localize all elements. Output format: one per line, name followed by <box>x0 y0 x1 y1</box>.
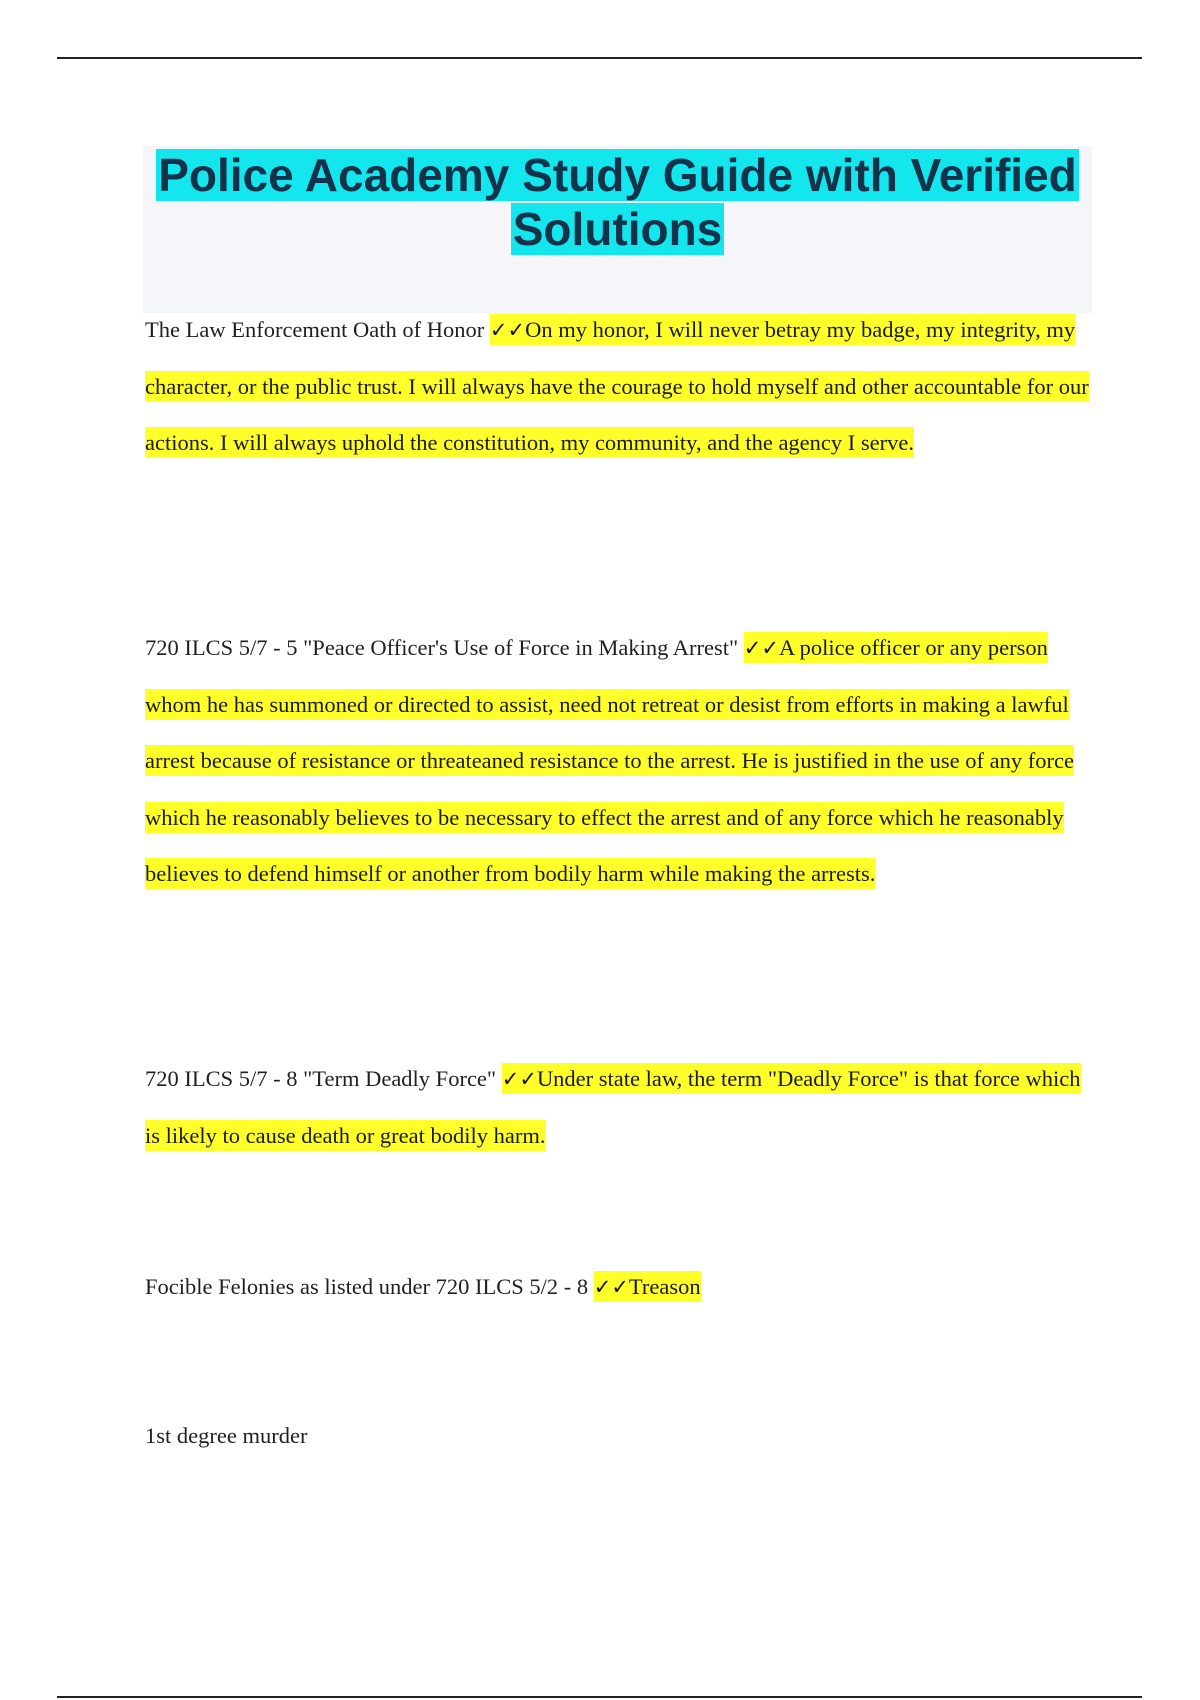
study-entry <box>145 302 1090 472</box>
study-entry <box>145 620 1090 903</box>
entry-answer-text: On my honor, I will never betray my badge, my integrity, my character, or the public trust. I will always have the courage to hold myself and other accountable for our actions. I will always uphold the constitution, my community, and the agency I serve. <box>145 317 1089 455</box>
entry-answer <box>145 632 1074 889</box>
double-check-icon: ✓✓ <box>593 1275 629 1299</box>
double-check-icon: ✓✓ <box>489 318 526 342</box>
entry-answer <box>594 1271 701 1302</box>
title-highlight: Police Academy Study Guide with Verified Solutions <box>158 149 1077 255</box>
list-continuation <box>145 1408 1090 1465</box>
entry-answer-text: Treason <box>628 1274 701 1299</box>
study-entry <box>145 1259 1090 1316</box>
continuation-text: 1st degree murder <box>145 1423 308 1448</box>
entry-answer-text: Under state law, the term "Deadly Force" is that force which is likely to cause death or great bodily harm. <box>145 1066 1081 1148</box>
page-title <box>143 146 1092 256</box>
title-banner <box>143 146 1092 313</box>
entry-question: The Law Enforcement Oath of Honor <box>145 317 485 342</box>
entry-question: 720 ILCS 5/7 - 5 "Peace Officer's Use of Force in Making Arrest" <box>145 635 739 660</box>
header-rule <box>57 57 1142 59</box>
entry-question: 720 ILCS 5/7 - 8 "Term Deadly Force" <box>145 1066 497 1091</box>
double-check-icon: ✓✓ <box>501 1067 537 1091</box>
double-check-icon: ✓✓ <box>743 636 779 660</box>
entry-question: Focible Felonies as listed under 720 ILCS 5/2 - 8 <box>145 1274 589 1299</box>
footer-rule <box>57 1696 1142 1698</box>
entry-answer-text: A police officer or any person whom he has summoned or directed to assist, need not retreat or desist from efforts in making a lawful arrest because of resistance or threateaned resistance to the arrest. He is justified in the use of any force which he reasonably believes to be necessary to effect the arrest and of any force which he reasonably believes to defend himself or another from bodily harm while making the arrests. <box>145 635 1074 886</box>
study-entry <box>145 1051 1090 1164</box>
